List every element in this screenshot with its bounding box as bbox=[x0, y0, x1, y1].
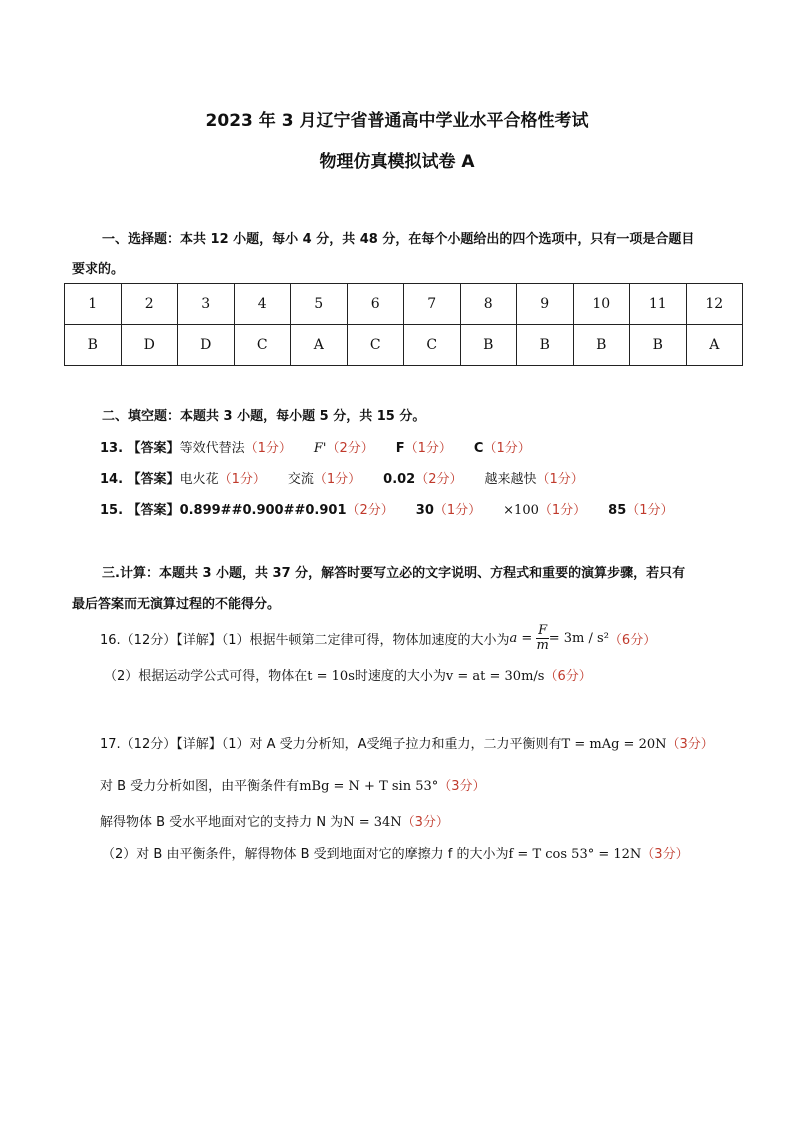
points-label: （1分） bbox=[483, 441, 531, 456]
points-label: （1分） bbox=[433, 503, 482, 518]
points-label: （3分） bbox=[641, 847, 689, 862]
answer-line-15 bbox=[100, 499, 674, 518]
solution-17-part2 bbox=[102, 843, 689, 862]
answer-value: F' bbox=[313, 441, 327, 456]
math-expression: f = T cos 53° = 12N bbox=[508, 847, 642, 862]
question-number-cell: 5 bbox=[291, 284, 348, 325]
fraction-numerator: F bbox=[538, 622, 548, 638]
points-label: （2分） bbox=[326, 441, 374, 456]
page-title: 2023 年 3 月辽宁省普通高中学业水平合格性考试 bbox=[205, 111, 589, 131]
solution-text: 17.（12分）【详解】（1）对 A 受力分析知，A受绳子拉力和重力，二力平衡则有 bbox=[100, 737, 562, 752]
points-label: （3分） bbox=[666, 737, 714, 752]
answer-value: 等效代替法 bbox=[179, 441, 245, 456]
answer-value: 30 bbox=[415, 503, 434, 518]
question-number-cell: 6 bbox=[347, 284, 404, 325]
points-label: （1分） bbox=[536, 472, 584, 487]
answer-cell: D bbox=[121, 325, 178, 366]
section1-heading: 一、选择题：本共 12 小题，每小 4 分，共 48 分，在每个小题给出的四个选项中，只有一项是合题目 bbox=[102, 232, 695, 247]
fraction bbox=[536, 624, 548, 653]
solution-16-part2 bbox=[104, 665, 592, 684]
section2-heading: 二、填空题：本题共 3 小题，每小题 5 分，共 15 分。 bbox=[102, 409, 426, 424]
points-label: （2分） bbox=[346, 503, 394, 518]
solution-17-part1b bbox=[100, 775, 486, 794]
solution-text: 解得物体 B 受水平地面对它的支持力 N 为 bbox=[100, 815, 344, 830]
question-number-cell: 11 bbox=[630, 284, 687, 325]
answer-prefix: 15. 【答案】 bbox=[100, 503, 180, 518]
question-number-cell: 8 bbox=[460, 284, 517, 325]
points-label: （6分） bbox=[608, 632, 657, 648]
solution-17-part1c bbox=[100, 811, 449, 830]
answer-cell: C bbox=[234, 325, 291, 366]
question-number-cell: 2 bbox=[121, 284, 178, 325]
question-number-cell: 3 bbox=[178, 284, 235, 325]
answer-cell: B bbox=[630, 325, 687, 366]
question-number-cell: 1 bbox=[65, 284, 122, 325]
answer-line-14 bbox=[100, 468, 584, 487]
answer-prefix: 13. 【答案】 bbox=[100, 441, 180, 456]
fraction-denominator: m bbox=[536, 637, 549, 653]
answer-cell: B bbox=[460, 325, 517, 366]
solution-text: 时速度的大小为 bbox=[354, 669, 446, 684]
answer-value: 0.02 bbox=[383, 472, 416, 487]
answer-cell: B bbox=[517, 325, 574, 366]
points-label: （1分） bbox=[244, 441, 292, 456]
points-label: （3分） bbox=[401, 815, 449, 830]
solution-text: （2）根据运动学公式可得，物体在 bbox=[104, 669, 308, 684]
question-number-cell: 12 bbox=[686, 284, 743, 325]
page-subtitle: 物理仿真模拟试卷 A bbox=[319, 152, 475, 172]
points-label: （1分） bbox=[218, 472, 266, 487]
section3-heading: 三.计算：本题共 3 小题，共 37 分，解答时要写立必的文字说明、方程式和重要的演算步骤，若只有 bbox=[102, 566, 686, 581]
answer-table-answer-row bbox=[65, 325, 743, 366]
answer-cell: C bbox=[404, 325, 461, 366]
answer-prefix: 14. 【答案】 bbox=[100, 472, 180, 487]
section3-heading-cont: 最后答案而无演算过程的不能得分。 bbox=[72, 597, 281, 612]
answer-cell: D bbox=[178, 325, 235, 366]
math-expression: t = 10s bbox=[307, 669, 355, 684]
answer-cell: B bbox=[573, 325, 630, 366]
math-expression: mBg = N + T sin 53° bbox=[299, 779, 439, 794]
math-expression: v = at = 30m/s bbox=[445, 669, 545, 684]
answer-value: F bbox=[395, 441, 405, 456]
points-label: （2分） bbox=[415, 472, 463, 487]
question-number-cell: 7 bbox=[404, 284, 461, 325]
answer-line-13 bbox=[100, 437, 531, 456]
math-expression: = 3m / s² bbox=[548, 630, 609, 646]
answer-value: 交流 bbox=[287, 472, 314, 487]
math-expression: T = mAg = 20N bbox=[561, 737, 667, 752]
answer-table-number-row bbox=[65, 284, 743, 325]
answer-value: C bbox=[473, 441, 484, 456]
answer-cell: A bbox=[686, 325, 743, 366]
solution-17-part1 bbox=[100, 733, 714, 752]
question-number-cell: 10 bbox=[573, 284, 630, 325]
question-number-cell: 4 bbox=[234, 284, 291, 325]
answer-cell: A bbox=[291, 325, 348, 366]
solution-16-part1: 16.（12分）【详解】（1）根据牛顿第二定律可得，物体加速度的大小为 a = $\frac{F}{m}$ = 3m / s² （6分） bbox=[100, 622, 657, 653]
answer-cell: B bbox=[65, 325, 122, 366]
points-label: （6分） bbox=[544, 669, 592, 684]
points-label: （1分） bbox=[313, 472, 362, 487]
answer-table bbox=[64, 283, 743, 366]
answer-value: 0.899##0.900##0.901 bbox=[179, 503, 347, 518]
answer-value: 越来越快 bbox=[484, 472, 537, 487]
solution-text: （2）对 B 由平衡条件，解得物体 B 受到地面对它的摩擦力 f 的大小为 bbox=[102, 847, 509, 862]
answer-value: 85 bbox=[608, 503, 627, 518]
section1-heading-cont: 要求的。 bbox=[72, 262, 125, 277]
answer-cell: C bbox=[347, 325, 404, 366]
solution-text: 16.（12分）【详解】（1）根据牛顿第二定律可得，物体加速度的大小为 bbox=[100, 632, 510, 648]
math-variable: a bbox=[509, 630, 518, 646]
question-number-cell: 9 bbox=[517, 284, 574, 325]
points-label: （1分） bbox=[404, 441, 452, 456]
answer-value: ×100 bbox=[503, 503, 539, 518]
points-label: （1分） bbox=[626, 503, 674, 518]
answer-value: 电火花 bbox=[179, 472, 219, 487]
math-expression: N = 34N bbox=[343, 815, 402, 830]
points-label: （3分） bbox=[438, 779, 486, 794]
solution-text: 对 B 受力分析如图，由平衡条件有 bbox=[100, 779, 300, 794]
points-label: （1分） bbox=[538, 503, 587, 518]
